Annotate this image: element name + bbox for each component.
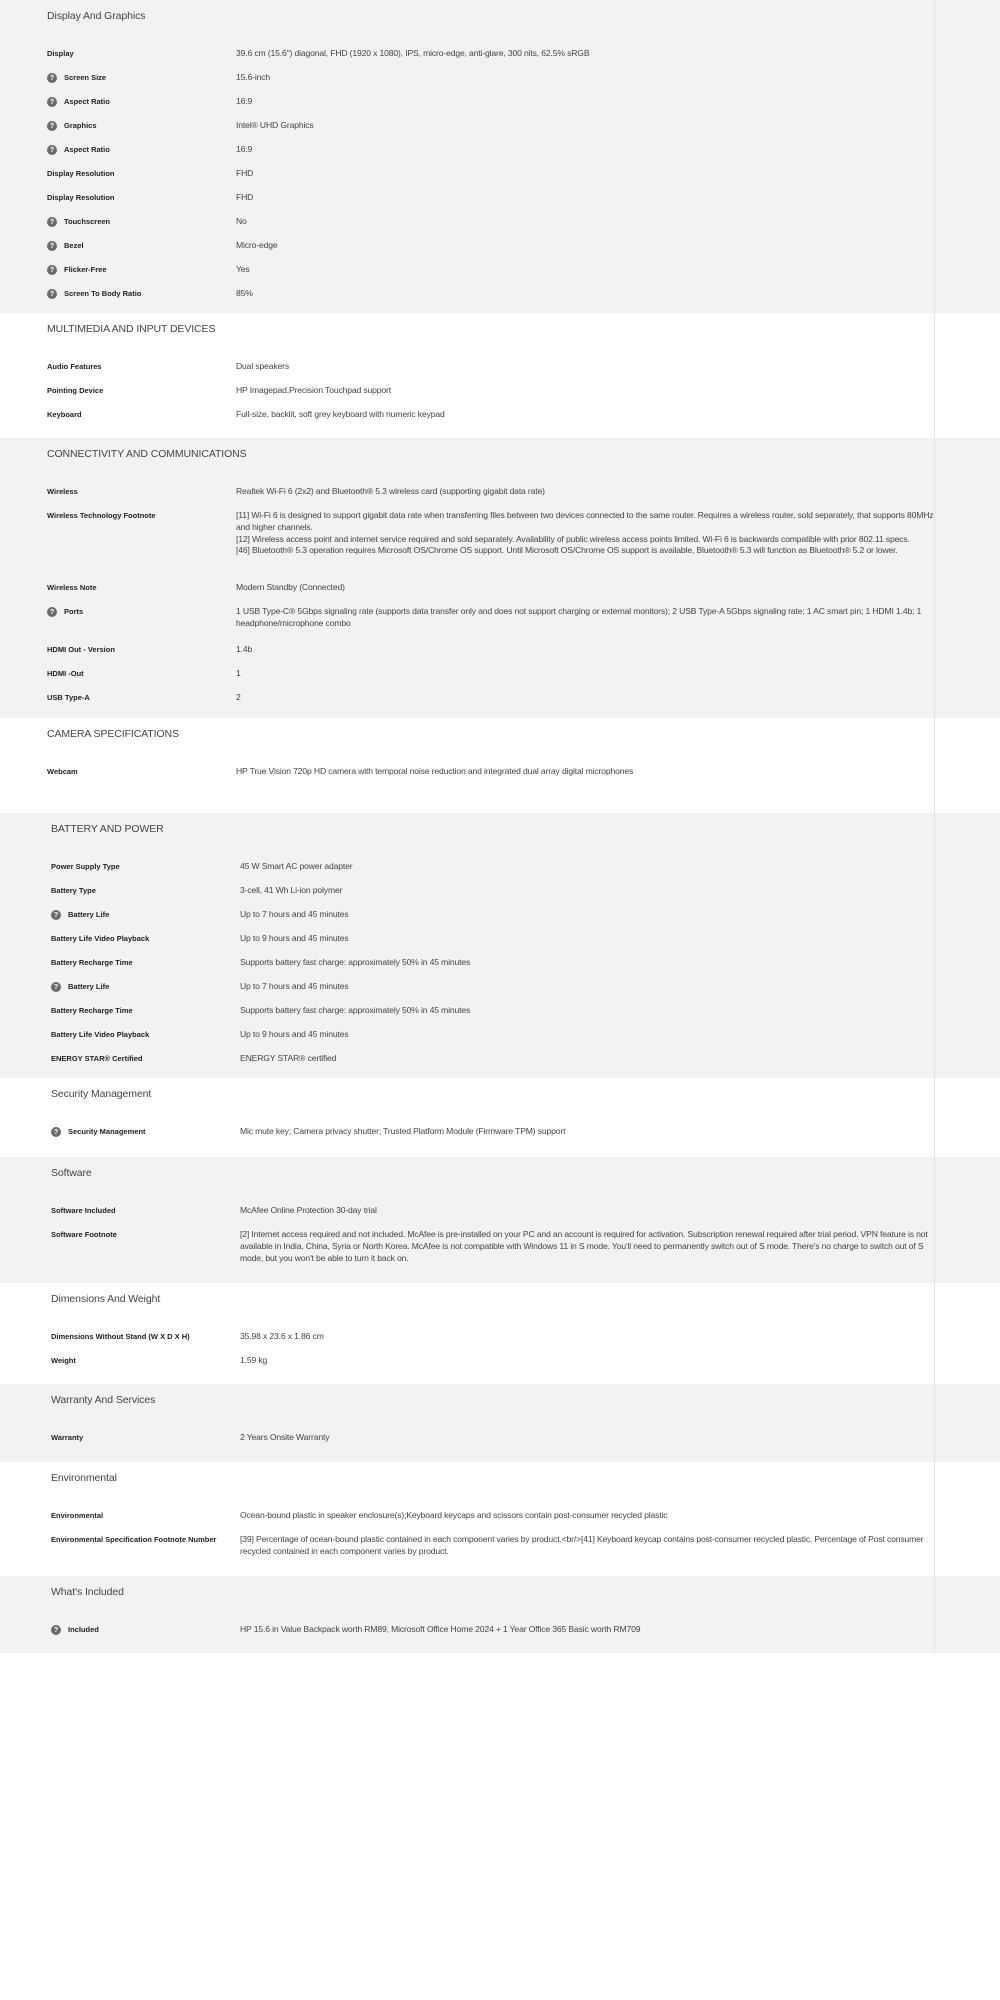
spec-row [0, 96, 936, 108]
spec-value: 2 Years Onsite Warranty [240, 1432, 330, 1442]
spec-label [0, 766, 236, 777]
spec-row [0, 168, 936, 180]
section-title: Dimensions And Weight [51, 1293, 161, 1305]
help-icon[interactable]: ? [51, 1625, 61, 1635]
spec-section-display-and-graphics [0, 0, 1000, 313]
spec-row [0, 510, 936, 557]
spec-label [0, 96, 236, 107]
section-title: BATTERY AND POWER [51, 823, 164, 835]
spec-value: 1.59 kg [240, 1355, 268, 1365]
spec-value: 2 [236, 692, 241, 702]
spec-label [0, 885, 240, 896]
spec-label-text: Environmental Specification Footnote Number [51, 1535, 217, 1544]
spec-value: FHD [236, 192, 254, 202]
spec-value: Up to 7 hours and 45 minutes [240, 909, 349, 919]
section-title: Security Management [51, 1088, 152, 1100]
help-icon[interactable]: ? [47, 289, 57, 299]
spec-label [0, 1624, 240, 1635]
spec-label-text: Display [47, 49, 74, 58]
spec-label-text: USB Type-A [47, 693, 90, 702]
spec-label [0, 72, 236, 83]
spec-label [0, 909, 240, 920]
spec-row [0, 1534, 936, 1558]
spec-row [0, 933, 936, 945]
help-icon[interactable]: ? [47, 265, 57, 275]
spec-value: Up to 7 hours and 45 minutes [240, 981, 349, 991]
spec-label-text: Battery Recharge Time [51, 1006, 133, 1015]
spec-value [236, 510, 936, 557]
spec-value: Ocean-bound plastic in speaker enclosure(s);Keyboard keycaps and scissors contain post-consumer recycled plastic [240, 1510, 668, 1520]
spec-label [0, 644, 236, 655]
spec-value-line: [46] Bluetooth® 5.3 operation requires Microsoft OS/Chrome OS support. Until Microsoft OS/Chrome OS support is available, Bluetooth® 5.3 will function as Bluetooth® 5.2 or lower. [236, 545, 898, 556]
section-title: What's Included [51, 1586, 124, 1598]
spec-label-text: Wireless Technology Footnote [47, 511, 156, 520]
spec-row [0, 486, 936, 498]
spec-section-warranty-and-services [0, 1384, 1000, 1462]
spec-value: 3-cell, 41 Wh Li-ion polymer [240, 885, 343, 895]
spec-label [0, 582, 236, 593]
spec-row [0, 1331, 936, 1343]
spec-row [0, 1126, 936, 1138]
spec-label-text: Battery Life Video Playback [51, 1030, 150, 1039]
spec-label-text: Display Resolution [47, 193, 115, 202]
spec-label-text: HDMI -Out [47, 669, 84, 678]
spec-label [0, 1005, 240, 1016]
spec-row [0, 1229, 936, 1264]
spec-row [0, 264, 936, 276]
help-icon[interactable]: ? [47, 73, 57, 83]
spec-label-text: Wireless [47, 487, 78, 496]
spec-row [0, 72, 936, 84]
spec-label-text: Screen Size [64, 73, 107, 82]
spec-label-text: Keyboard [47, 410, 82, 419]
spec-label [0, 606, 236, 617]
help-icon[interactable]: ? [47, 97, 57, 107]
spec-value-line: [11] Wi-Fi 6 is designed to support gigabit data rate when transferring files between two devices connected to the same router. Requires a wireless router, sold separately, that supports 80MHz and higher channels. [236, 510, 934, 532]
spec-value: 35.98 x 23.6 x 1.86 cm [240, 1331, 324, 1341]
spec-row [0, 861, 936, 873]
spec-label-text: Webcam [47, 767, 78, 776]
spec-label-text: Aspect Ratio [64, 97, 110, 106]
spec-row [0, 385, 936, 397]
spec-row [0, 766, 936, 778]
spec-label [0, 957, 240, 968]
spec-label-text: Screen To Body Ratio [64, 289, 142, 298]
spec-label [0, 933, 240, 944]
spec-value: Realtek Wi-Fi 6 (2x2) and Bluetooth® 5.3 wireless card (supporting gigabit data rate) [236, 486, 545, 496]
spec-value: [39] Percentage of ocean-bound plastic contained in each component varies by product.<br/>[41] Keyboard keycap contains post-consumer recycled plastic. Percentage of Post consumer recycled contained in each component varies by product. [240, 1534, 924, 1556]
spec-value: HP Imagepad,Precision Touchpad support [236, 385, 391, 395]
spec-value: 1.4b [236, 644, 253, 654]
spec-label-text: Bezel [64, 241, 84, 250]
spec-value: Supports battery fast charge: approximately 50% in 45 minutes [240, 957, 471, 967]
spec-label-text: Security Management [68, 1127, 146, 1136]
spec-value: 39.6 cm (15.6") diagonal, FHD (1920 x 1080), IPS, micro-edge, anti-glare, 300 nits, 62.5% sRGB [236, 48, 590, 58]
spec-value: Dual speakers [236, 361, 289, 371]
spec-label [0, 385, 236, 396]
spec-value: 16:9 [236, 144, 253, 154]
spec-row [0, 981, 936, 993]
spec-label [0, 668, 236, 679]
spec-row [0, 1432, 936, 1444]
spec-value: Yes [236, 264, 250, 274]
spec-label-text: Flicker-Free [64, 265, 107, 274]
spec-row [0, 1355, 936, 1367]
spec-row [0, 668, 936, 680]
spec-value: Full-size, backlit, soft grey keyboard with numeric keypad [236, 409, 445, 419]
section-title: Environmental [51, 1472, 117, 1484]
spec-label [0, 1229, 240, 1240]
spec-label-text: Software Footnote [51, 1230, 117, 1239]
spec-label [0, 1029, 240, 1040]
spec-label [0, 1126, 240, 1137]
spec-label [0, 288, 236, 299]
spec-row [0, 692, 936, 704]
spec-label-text: Battery Life Video Playback [51, 934, 150, 943]
spec-value: Micro-edge [236, 240, 278, 250]
section-title: Software [51, 1167, 92, 1179]
column-divider [934, 1576, 935, 1653]
spec-section-dimensions-and-weight [0, 1283, 1000, 1384]
help-icon[interactable]: ? [51, 1127, 61, 1137]
section-title: CONNECTIVITY AND COMMUNICATIONS [47, 448, 247, 460]
spec-row [0, 361, 936, 373]
spec-section-connectivity-and-communications [0, 438, 1000, 718]
help-icon[interactable]: ? [51, 982, 61, 992]
spec-label [0, 1205, 240, 1216]
spec-value: Up to 9 hours and 45 minutes [240, 933, 349, 943]
spec-row [0, 120, 936, 132]
spec-row [0, 644, 936, 656]
spec-value: HP True Vision 720p HD camera with temporal noise reduction and integrated dual array digital microphones [236, 766, 634, 776]
spec-value: HP 15.6 in Value Backpack worth RM89, Microsoft Office Home 2024 + 1 Year Office 365 Basic worth RM709 [240, 1624, 641, 1634]
spec-label [0, 168, 236, 179]
spec-row [0, 409, 936, 421]
help-icon[interactable]: ? [47, 217, 57, 227]
spec-label-text: Display Resolution [47, 169, 115, 178]
spec-label [0, 216, 236, 227]
spec-label-text: Weight [51, 1356, 76, 1365]
spec-label-text: Touchscreen [64, 217, 111, 226]
spec-label-text: Graphics [64, 121, 97, 130]
spec-value: No [236, 216, 247, 226]
spec-row [0, 240, 936, 252]
spec-section-security-management [0, 1078, 1000, 1157]
section-title: MULTIMEDIA AND INPUT DEVICES [47, 323, 216, 335]
spec-row [0, 1510, 936, 1522]
spec-row [0, 1005, 936, 1017]
spec-section-battery-and-power [0, 813, 1000, 1078]
help-icon[interactable]: ? [47, 607, 57, 617]
spec-section-environmental [0, 1462, 1000, 1576]
spec-label [0, 1432, 240, 1443]
spec-section-camera-specifications [0, 718, 1000, 813]
spec-label [0, 1331, 240, 1342]
spec-value: 1 USB Type-C® 5Gbps signaling rate (supports data transfer only and does not support charging or external monitors); 2 USB Type-A 5Gbps signaling rate; 1 AC smart pin; 1 HDMI 1.4b; 1 headphone/microphone combo [236, 606, 922, 628]
spec-label [0, 1534, 240, 1545]
spec-row [0, 909, 936, 921]
spec-label-text: Software Included [51, 1206, 116, 1215]
spec-value: 16:9 [236, 96, 253, 106]
spec-row [0, 192, 936, 204]
section-title: CAMERA SPECIFICATIONS [47, 728, 179, 740]
spec-row [0, 1029, 936, 1041]
spec-label [0, 1053, 240, 1064]
spec-value: ENERGY STAR® certified [240, 1053, 337, 1063]
spec-label [0, 264, 236, 275]
spec-label-text: Power Supply Type [51, 862, 120, 871]
spec-label [0, 1510, 240, 1521]
spec-row [0, 1624, 936, 1636]
spec-label [0, 861, 240, 872]
spec-label-text: Battery Life [68, 982, 110, 991]
spec-label-text: Ports [64, 607, 84, 616]
column-divider [934, 1384, 935, 1462]
spec-label-text: Battery Life [68, 910, 110, 919]
spec-label [0, 48, 236, 59]
spec-row [0, 885, 936, 897]
spec-row [0, 1053, 936, 1065]
spec-value: [2] Internet access required and not included. McAfee is pre-installed on your PC and an account is required for activation. Subscription renewal required after trial period. VPN feature is not available in India, China, Syria or North Korea. McAfee is not compatible with Windows 11 in S mode. You'll need to permanently switch out of S mode. There's no charge to switch out of S mode, but you won't be able to turn it back on. [240, 1229, 928, 1263]
column-divider [934, 1078, 935, 1157]
spec-value: FHD [236, 168, 254, 178]
spec-label-text: Aspect Ratio [64, 145, 110, 154]
spec-section-software [0, 1157, 1000, 1283]
spec-section-multimedia-and-input-devices [0, 313, 1000, 438]
spec-label-text: HDMI Out - Version [47, 645, 115, 654]
spec-label-text: Pointing Device [47, 386, 104, 395]
spec-value-line: [12] Wireless access point and internet service required and sold separately. Availability of public wireless access points limited. Wi-Fi 6 is backwards compatible with prior 802.11 specs. [236, 533, 910, 544]
spec-label [0, 510, 236, 521]
spec-row [0, 582, 936, 594]
help-icon[interactable]: ? [47, 121, 57, 131]
help-icon[interactable]: ? [47, 145, 57, 155]
spec-label-text: Battery Type [51, 886, 96, 895]
spec-row [0, 957, 936, 969]
spec-row [0, 216, 936, 228]
help-icon[interactable]: ? [51, 910, 61, 920]
spec-row [0, 606, 936, 630]
spec-value: 85% [236, 288, 253, 298]
spec-value: Modern Standby (Connected) [236, 582, 345, 592]
spec-label-text: Warranty [51, 1433, 84, 1442]
spec-row [0, 1205, 936, 1217]
help-icon[interactable]: ? [47, 241, 57, 251]
spec-label [0, 361, 236, 372]
spec-label [0, 692, 236, 703]
spec-value: McAfee Online Protection 30-day trial [240, 1205, 377, 1215]
spec-label-text: ENERGY STAR® Certified [51, 1054, 143, 1063]
spec-value: 15.6-inch [236, 72, 271, 82]
spec-label-text: Audio Features [47, 362, 102, 371]
spec-label [0, 486, 236, 497]
spec-label-text: Battery Recharge Time [51, 958, 133, 967]
spec-label-text: Dimensions Without Stand (W X D X H) [51, 1332, 190, 1341]
section-title: Display And Graphics [47, 10, 146, 22]
spec-label [0, 192, 236, 203]
spec-value: Up to 9 hours and 45 minutes [240, 1029, 349, 1039]
spec-label-text: Included [68, 1625, 99, 1634]
spec-value: Mic mute key; Camera privacy shutter; Trusted Platform Module (Firmware TPM) support [240, 1126, 566, 1136]
spec-label [0, 409, 236, 420]
spec-row [0, 144, 936, 156]
spec-label [0, 1355, 240, 1366]
spec-label-text: Wireless Note [47, 583, 97, 592]
spec-section-what-s-included [0, 1576, 1000, 1653]
spec-value: Supports battery fast charge: approximately 50% in 45 minutes [240, 1005, 471, 1015]
spec-row [0, 48, 936, 60]
spec-label-text: Environmental [51, 1511, 104, 1520]
spec-value: 45 W Smart AC power adapter [240, 861, 353, 871]
spec-label [0, 120, 236, 131]
section-title: Warranty And Services [51, 1394, 156, 1406]
spec-value: 1 [236, 668, 241, 678]
spec-row [0, 288, 936, 300]
spec-value: Intel® UHD Graphics [236, 120, 314, 130]
spec-label [0, 981, 240, 992]
spec-label [0, 144, 236, 155]
spec-label [0, 240, 236, 251]
